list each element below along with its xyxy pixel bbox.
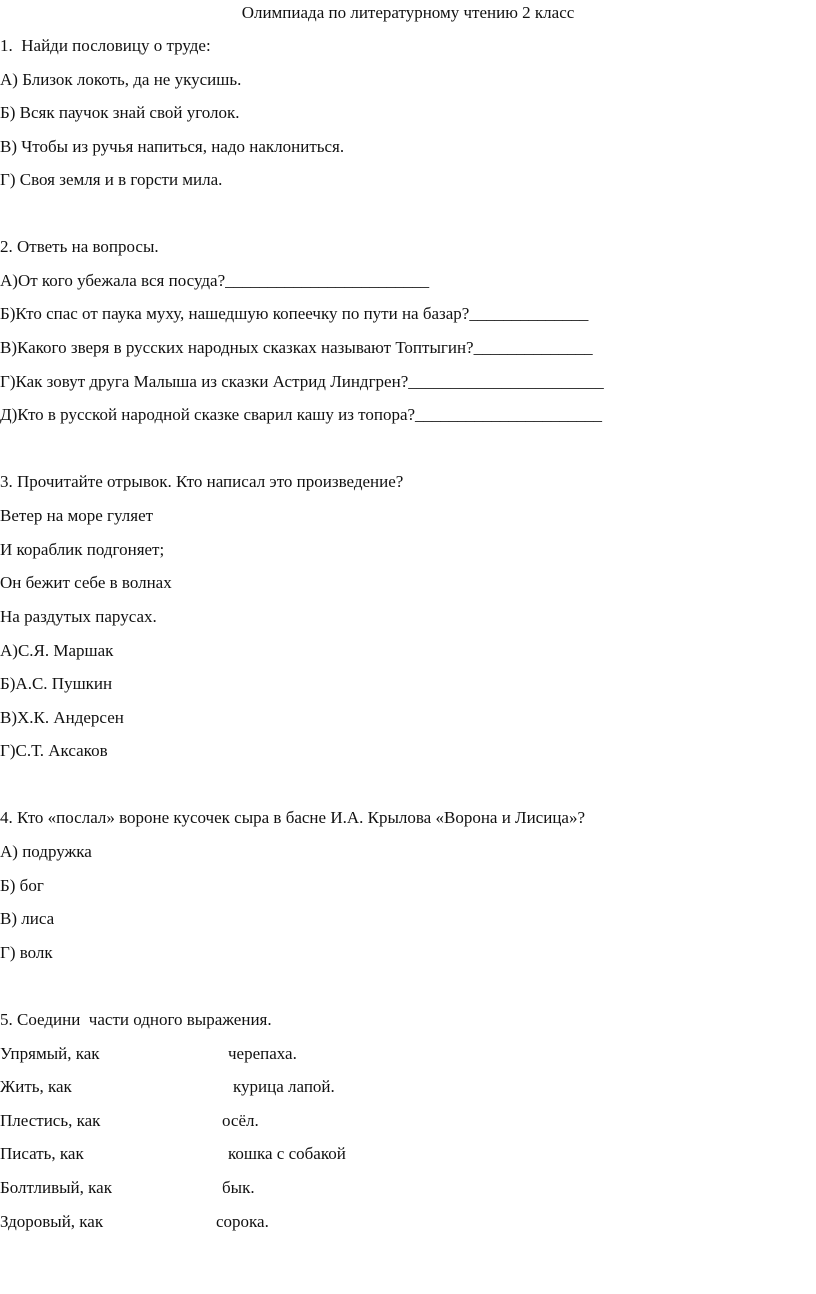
q5-left-6: Здоровый, как [0, 1212, 104, 1231]
q3-poem-line-3: Он бежит себе в волнах [0, 573, 172, 592]
q3-option-c: В)Х.К. Андерсен [0, 708, 124, 727]
q4-option-d: Г) волк [0, 943, 53, 962]
q5-left-4: Писать, как [0, 1144, 84, 1163]
q4-option-a: А) подружка [0, 842, 92, 861]
q5-left-2: Жить, как [0, 1077, 72, 1096]
q2-item-b: Б)Кто спас от паука муху, нашедшую копеечку по пути на базар?______________ [0, 304, 589, 323]
q2-item-d: Г)Как зовут друга Малыша из сказки Астрид Линдгрен?_______________________ [0, 372, 604, 391]
q3-option-a: А)С.Я. Маршак [0, 641, 114, 660]
q5-left-5: Болтливый, как [0, 1178, 112, 1197]
q3-option-b: Б)А.С. Пушкин [0, 674, 113, 693]
q2-item-c: В)Какого зверя в русских народных сказках называют Топтыгин?______________ [0, 338, 593, 357]
q1-question: 1. Найди пословицу о труде: [0, 36, 211, 55]
q5-right-5: бык. [222, 1178, 255, 1197]
q1-option-d: Г) Своя земля и в горсти мила. [0, 170, 223, 189]
q1-option-c: В) Чтобы из ручья напиться, надо наклониться. [0, 137, 345, 156]
q3-option-d: Г)С.Т. Аксаков [0, 741, 108, 760]
q2-question: 2. Ответь на вопросы. [0, 237, 159, 256]
q4-question: 4. Кто «послал» вороне кусочек сыра в басне И.А. Крылова «Ворона и Лисица»? [0, 808, 586, 827]
q4-option-b: Б) бог [0, 876, 44, 895]
q2-item-a: А)От кого убежала вся посуда?________________________ [0, 271, 430, 290]
q5-question: 5. Соедини части одного выражения. [0, 1010, 272, 1029]
q5-right-3: осёл. [222, 1111, 259, 1130]
q3-question: 3. Прочитайте отрывок. Кто написал это произведение? [0, 472, 404, 491]
q3-poem-line-4: На раздутых парусах. [0, 607, 157, 626]
q1-option-b: Б) Всяк паучок знай свой уголок. [0, 103, 240, 122]
q5-right-1: черепаха. [228, 1044, 297, 1063]
q4-option-c: В) лиса [0, 909, 55, 928]
q2-item-e: Д)Кто в русской народной сказке сварил кашу из топора?______________________ [0, 405, 603, 424]
q5-right-4: кошка с собакой [228, 1144, 346, 1163]
q3-poem-line-2: И кораблик подгоняет; [0, 540, 165, 559]
q5-left-1: Упрямый, как [0, 1044, 100, 1063]
q5-right-6: сорока. [216, 1212, 269, 1231]
worksheet-title: Олимпиада по литературному чтению 2 класс [241, 3, 575, 22]
q5-right-2: курица лапой. [233, 1077, 335, 1096]
q3-poem-line-1: Ветер на море гуляет [0, 506, 154, 525]
q1-option-a: А) Близок локоть, да не укусишь. [0, 70, 242, 89]
q5-left-3: Плестись, как [0, 1111, 101, 1130]
